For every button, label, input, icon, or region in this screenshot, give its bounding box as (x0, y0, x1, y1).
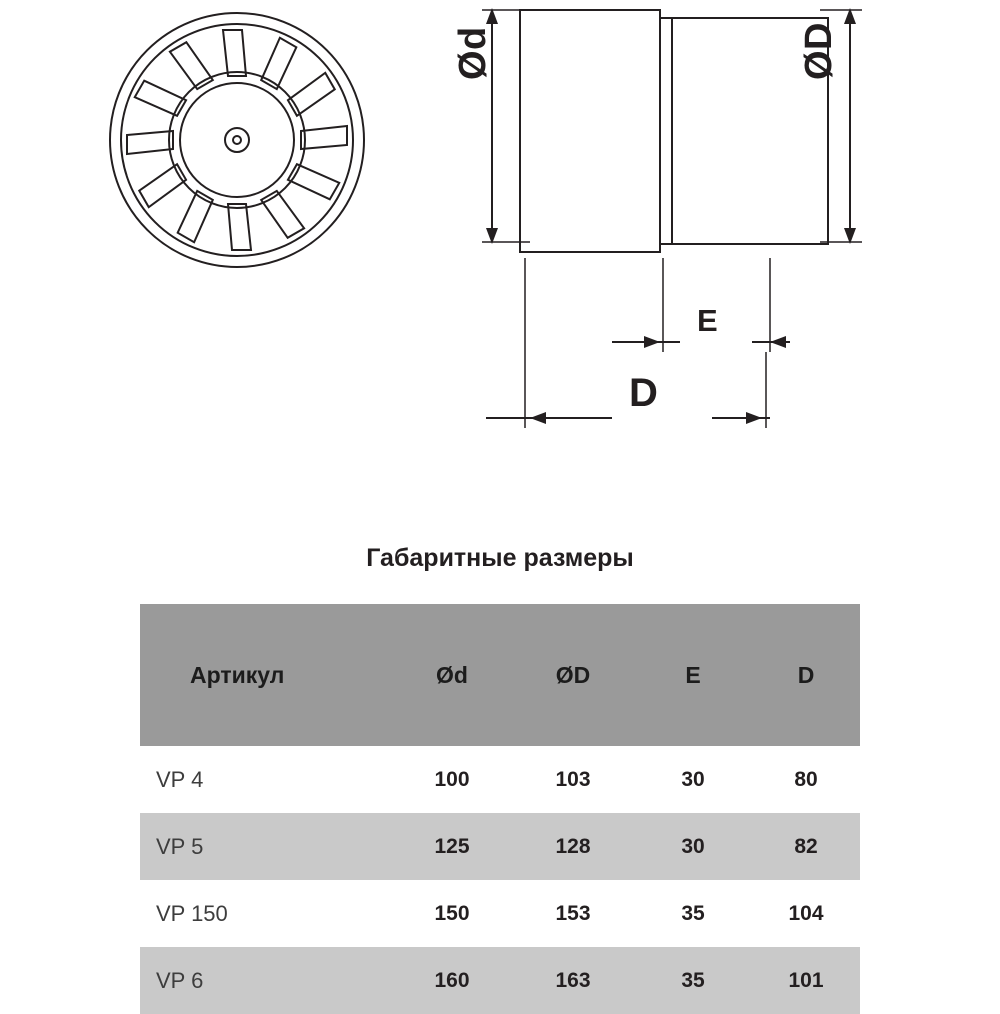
label-body-length: D (629, 371, 659, 415)
cell-e: 35 (634, 947, 752, 1014)
cell-d: 101 (752, 947, 860, 1014)
table-row (140, 880, 860, 947)
table-title: Габаритные размеры (366, 544, 634, 572)
fan-blades (127, 30, 347, 250)
cell-od-big: 128 (512, 813, 634, 880)
cell-od-big: 103 (512, 746, 634, 813)
cell-od-small: 150 (392, 880, 512, 947)
cell-article: VP 4 (140, 746, 392, 813)
column-header-od-big: ØD (512, 604, 634, 746)
cell-e: 35 (634, 880, 752, 947)
cell-article: VP 150 (140, 880, 392, 947)
fan-front-view (110, 13, 364, 267)
cell-d: 104 (752, 880, 860, 947)
cell-od-big: 163 (512, 947, 634, 1014)
column-header-e: E (634, 604, 752, 746)
table-header-row (140, 604, 860, 746)
cell-d: 82 (752, 813, 860, 880)
cell-article: VP 6 (140, 947, 392, 1014)
column-header-d: D (752, 604, 860, 746)
cell-d: 80 (752, 746, 860, 813)
label-inner-diameter: Ød (452, 26, 494, 80)
dimensions-table (140, 604, 860, 1014)
fan-side-view (520, 10, 828, 252)
column-header-article: Артикул (140, 604, 392, 746)
label-flange-width: E (697, 303, 719, 338)
table-row (140, 746, 860, 813)
cell-od-small: 125 (392, 813, 512, 880)
cell-od-small: 100 (392, 746, 512, 813)
table-row (140, 813, 860, 880)
cell-od-big: 153 (512, 880, 634, 947)
column-header-od-small: Ød (392, 604, 512, 746)
cell-e: 30 (634, 813, 752, 880)
cell-od-small: 160 (392, 947, 512, 1014)
cell-e: 30 (634, 746, 752, 813)
label-outer-diameter: ØD (798, 22, 840, 80)
table-row (140, 947, 860, 1014)
cell-article: VP 5 (140, 813, 392, 880)
